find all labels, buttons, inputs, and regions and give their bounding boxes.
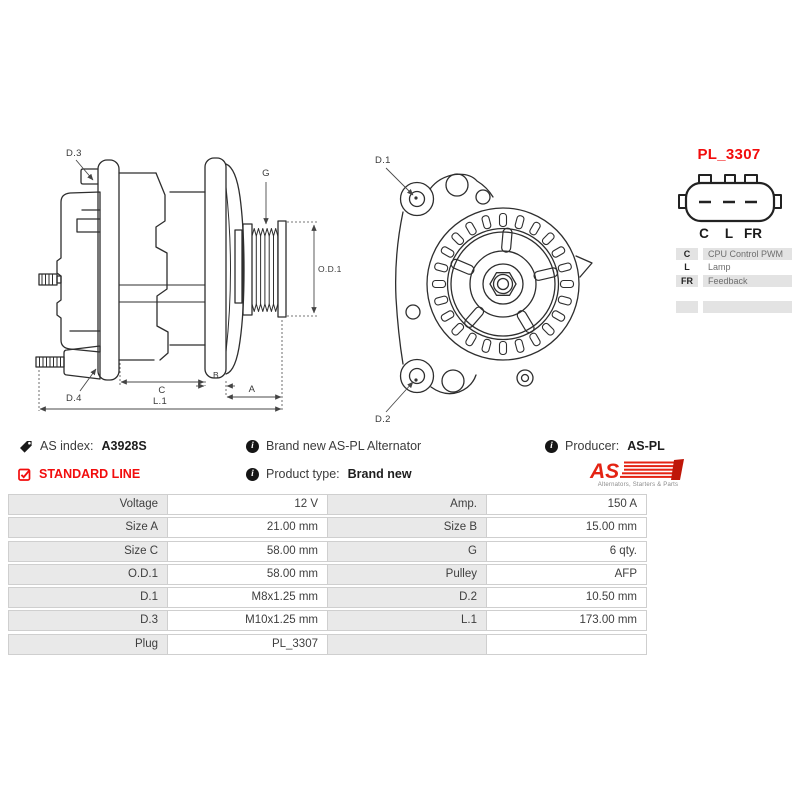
spec-label: D.1 — [8, 587, 168, 608]
label-d2: D.2 — [375, 414, 391, 425]
spec-row — [8, 610, 648, 631]
pin-label-l: L — [724, 226, 734, 241]
spec-value: 150 A — [486, 494, 647, 515]
legend-pin: L — [676, 261, 698, 273]
legend-desc — [703, 301, 792, 313]
info-icon — [246, 440, 259, 453]
label-l1: L.1 — [152, 396, 168, 407]
spec-row — [8, 541, 648, 562]
spec-label: L.1 — [327, 610, 487, 631]
legend-row — [676, 248, 792, 260]
legend-row — [676, 261, 792, 273]
spec-value: AFP — [486, 564, 647, 585]
legend-pin — [676, 301, 698, 313]
legend-row — [676, 275, 792, 287]
spec-label — [327, 634, 487, 655]
as-index-value: A3928S — [101, 439, 147, 453]
producer — [545, 438, 665, 454]
spec-value: 58.00 mm — [167, 541, 328, 562]
spec-row — [8, 517, 648, 538]
spec-value: 12 V — [167, 494, 328, 515]
spec-table — [8, 494, 648, 657]
spec-label: Amp. — [327, 494, 487, 515]
product-type-value: Brand new — [347, 467, 412, 481]
spec-label: Size C — [8, 541, 168, 562]
spec-value: 15.00 mm — [486, 517, 647, 538]
spec-value: M8x1.25 mm — [167, 587, 328, 608]
spec-row — [8, 494, 648, 515]
as-index-label: AS index: — [40, 439, 94, 453]
label-b: B — [213, 370, 219, 380]
legend-desc: Lamp — [703, 261, 792, 273]
spec-value: M10x1.25 mm — [167, 610, 328, 631]
spec-label: D.3 — [8, 610, 168, 631]
legend-row — [676, 301, 792, 313]
spec-value: 6 qty. — [486, 541, 647, 562]
legend-row — [676, 288, 792, 300]
front-view-body — [396, 174, 592, 394]
spec-value: 10.50 mm — [486, 587, 647, 608]
alternator-side-view-drawing — [30, 135, 345, 425]
side-view-body — [36, 158, 286, 380]
as-pl-logo — [588, 459, 692, 481]
standard-line-text: STANDARD LINE — [39, 467, 141, 481]
front-view-labels — [375, 155, 391, 425]
product-type — [246, 466, 412, 482]
pin-label-c: C — [699, 226, 709, 241]
legend-pin: C — [676, 248, 698, 260]
spec-value: PL_3307 — [167, 634, 328, 655]
spec-row — [8, 564, 648, 585]
label-a: A — [248, 384, 256, 395]
spec-value: 21.00 mm — [167, 517, 328, 538]
producer-value: AS-PL — [627, 439, 665, 453]
checkbox-checked-icon — [18, 468, 31, 481]
spec-label: Size B — [327, 517, 487, 538]
label-c: C — [158, 385, 166, 396]
spec-value — [486, 634, 647, 655]
spec-label: G — [327, 541, 487, 562]
spec-label: Pulley — [327, 564, 487, 585]
label-d3: D.3 — [66, 148, 82, 159]
connector-drawing — [674, 167, 786, 245]
spec-row — [8, 587, 648, 608]
brand-note-text: Brand new AS-PL Alternator — [266, 439, 422, 453]
label-od1: O.D.1 — [318, 264, 342, 274]
producer-label: Producer: — [565, 439, 620, 453]
alternator-front-view-drawing — [355, 135, 645, 430]
spec-label: O.D.1 — [8, 564, 168, 585]
brand-note — [246, 438, 421, 454]
product-type-label: Product type: — [266, 467, 340, 481]
spec-label: Size A — [8, 517, 168, 538]
logo-caption: Alternators, Starters & Parts — [597, 482, 679, 488]
as-index — [18, 438, 147, 454]
spec-label: D.2 — [327, 587, 487, 608]
legend-pin — [676, 288, 698, 300]
tag-icon — [18, 439, 33, 454]
connector-pin-labels — [699, 226, 762, 241]
legend-desc: CPU Control PWM — [703, 248, 792, 260]
logo-text: AS — [590, 460, 620, 481]
label-d4: D.4 — [66, 393, 82, 404]
side-view-labels — [66, 148, 342, 407]
label-d1: D.1 — [375, 155, 391, 166]
spec-label: Plug — [8, 634, 168, 655]
legend-desc: Feedback — [703, 275, 792, 287]
pin-legend-table — [676, 248, 792, 314]
legend-desc — [703, 288, 792, 300]
info-icon — [246, 468, 259, 481]
info-icon — [545, 440, 558, 453]
pin-label-fr: FR — [744, 226, 762, 241]
plug-code: PL_3307 — [697, 146, 761, 163]
standard-line-badge — [18, 466, 140, 482]
spec-row — [8, 634, 648, 655]
legend-pin: FR — [676, 275, 698, 287]
spec-value: 173.00 mm — [486, 610, 647, 631]
spec-label: Voltage — [8, 494, 168, 515]
label-g: G — [262, 168, 270, 179]
spec-value: 58.00 mm — [167, 564, 328, 585]
